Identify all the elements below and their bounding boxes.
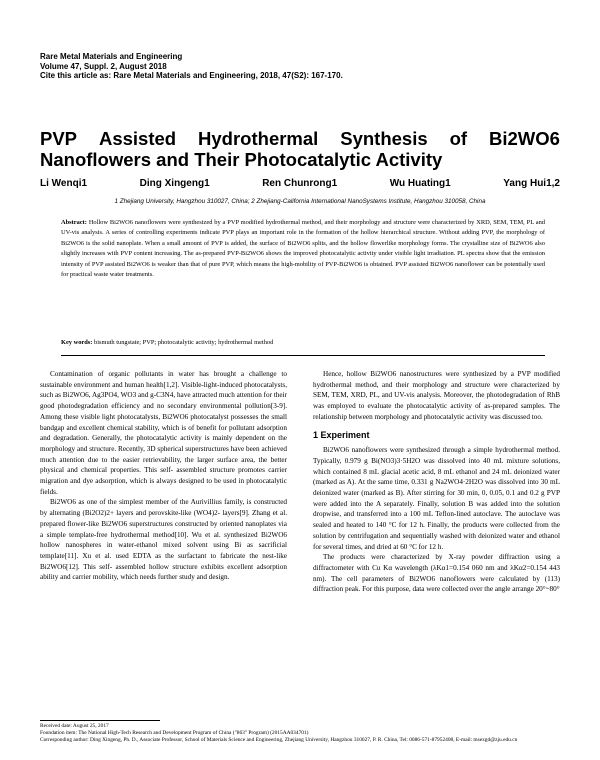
author: Ren Chunrong1 — [262, 178, 338, 189]
paper-title — [40, 128, 560, 170]
footnote-corresponding: Corresponding author: Ding Xingeng, Ph. D., Associate Professor, School of Materials Science and Engineering, Zhejiang University, Hangzhou 310027, P. R. China, Tel: 0086-571-87952408, E-mail: msexgd@zju.edu.cn — [40, 737, 518, 743]
affiliation: 1 Zhejiang University, Hangzhou 310027, China; 2 Zhejiang-California International NanoSystems Institute, Hangzhou 310058, China — [114, 198, 486, 205]
section-heading: 1 Experiment — [313, 429, 370, 440]
footnote-divider — [40, 720, 160, 721]
keywords — [61, 339, 545, 346]
title-word: PVP — [40, 128, 78, 149]
body-paragraph: Bi2WO6 nanoflowers were synthesized through a simple hydrothermal method. Typically, 0.979 g Bi(NO3)3·5H2O was dissolved into 40 mL mixture solutions, which contained 8 mL glacial acetic acid, 8 mL ethanol and 24 mL deionized water (marked as A). At the same time, 0.331 g Na2WO4·2H2O was dissolved into 30 mL deionized water (marked as B). After stirring for 30 min, 0, 0.05, 0.1 and 0.2 g PVP were added into the A separately. Finally, solution B was added into the solution dropwise, and transferred into a 100 mL Teflon-lined autoclave. The autoclave was sealed and heated to 140 °C for 12 h. Finally, the products were collected from the solution by centrifugation and sequentially washed with deionized water and ethanol for several times, and dried at 60 °C for 12 h. — [313, 446, 560, 551]
body-paragraph: Bi2WO6 as one of the simplest member of the Aurivillius family, is constructed by alternating (Bi2O2)2+ layers and perovskite-like (WO4)2- layers[9]. Zhang et al. prepared flower-like Bi2WO6 superstructures constructed by oriented nanoplates via a simple template-free hydrothermal method[10]. Wu et al. synthesized Bi2WO6 hollow nanospheres in water-ethanol mixed solvent using Bi as sacrificial template[11]. Xu et al. used EDTA as the surfactant to fabricate the nest-like Bi2WO6[12]. This self- assembled hollow structure exhibits excellent adsorption ability and carrier mobility, which needs further study and design. — [40, 498, 287, 582]
journal-volume: Volume 47, Suppl. 2, August 2018 — [40, 61, 167, 71]
title-word: of — [449, 128, 468, 149]
abstract — [61, 218, 545, 280]
author: Yang Hui1,2 — [503, 178, 560, 189]
abstract-text: Hollow Bi2WO6 nanoflowers were synthesized by a PVP modified hydrothermal method, and their morphology and structure were characterized by XRD, SEM, TEM, PL and UV-vis analysis. A series of controlling experiments indicate PVP plays an important role in the formation of the hollow hierarchical structure. Without adding PVP, the morphology of Bi2WO6 is the solid nanoplate. When a small amount of PVP is added, the surface of Bi2WO6 splits, and the hollow flowerlike morphology forms. The crystalline size of Bi2WO6 also slightly increases with PVP content increasing. The as-prepared PVP-Bi2WO6 shows the improved photocatalytic activity under visible light irradiation. PL spectra show that the emission intensity of PVP assisted Bi2WO6 is weaker than that of pure PVP, which means the high-mobility of PVP-Bi2WO6 is obtained. PVP assisted Bi2WO6 nanoflower can be potentially used for practical waste water treatments. — [61, 219, 545, 279]
journal-header — [40, 52, 343, 81]
body-paragraph: Hence, hollow Bi2WO6 nanostructures were synthesized by a PVP modified hydrothermal method, and their morphology and structure were characterized by SEM, TEM, XRD, PL, and UV-vis analysis. Moreover, the photodegradation of RhB was employed to evaluate the photocatalytic activity of as-prepared samples. The relationship between morphology and photocatalytic activity was discussed too. — [313, 370, 560, 421]
body-paragraph: Contamination of organic pollutants in water has brought a challenge to sustainable environment and human health[1,2]. Visible-light-induced photocatalysts, such as Bi2WO6, Ag3PO4, WO3 and g-C3N4, have attracted much attention for their good photodegradation efficiency and no secondary environmental pollution[3-9]. Among these visible light photocatalysts, Bi2WO6 photocatalyst possesses the small bandgap and excellent chemical stability, which is of benefit for pollutant adsorption and degradation. Generally, the photocatalytic activity is mainly dependent on the morphology and structure. Recently, 3D spherical superstructures have been achieved much attention due to the easier retrievability, the larger surface area, the better physical and chemical properties. This self- assembled structure promotes carrier migration and dye adsorption, which is always designed to be used in photocatalytic fields. — [40, 370, 287, 496]
title-word: Assisted — [98, 128, 177, 149]
footnote-foundation: Foundation item: The National High-Tech Research and Development Program of China ("863" Program) (2015AA034701) — [40, 730, 309, 736]
author: Ding Xingeng1 — [139, 178, 210, 189]
keywords-text: bismuth tungstate; PVP; photocatalytic activity; hydrothermal method — [94, 339, 274, 346]
author: Li Wenqi1 — [40, 178, 88, 189]
title-word: Synthesis — [340, 128, 428, 149]
body-paragraph: The products were characterized by X-ray powder diffraction using a diffractometer with Cu Kα wavelength (λKα1=0.154 060 nm and λKα2=0.154 443 nm). The cell parameters of Bi2WO6 nanoflowers were calculated by (113) diffraction peak. For this purpose, data were collected over the angle arrange 20°~80° — [313, 553, 560, 594]
footnote-received: Received date: August 25, 2017 — [40, 723, 109, 729]
title-word: Bi2WO6 — [489, 128, 560, 149]
journal-citation: Cite this article as: Rare Metal Materials and Engineering, 2018, 47(S2): 167-170. — [40, 71, 343, 80]
author-list — [40, 178, 560, 189]
title-line-2: Nanoflowers and Their Photocatalytic Activity — [40, 149, 443, 170]
left-column — [40, 369, 287, 583]
title-word: Hydrothermal — [198, 128, 319, 149]
footnotes — [40, 723, 560, 744]
right-column — [313, 369, 560, 595]
abstract-divider — [61, 355, 545, 356]
author: Wu Huating1 — [389, 178, 451, 189]
keywords-label: Key words: — [61, 339, 93, 346]
abstract-label: Abstract: — [61, 219, 87, 226]
journal-name: Rare Metal Materials and Engineering — [40, 52, 183, 61]
